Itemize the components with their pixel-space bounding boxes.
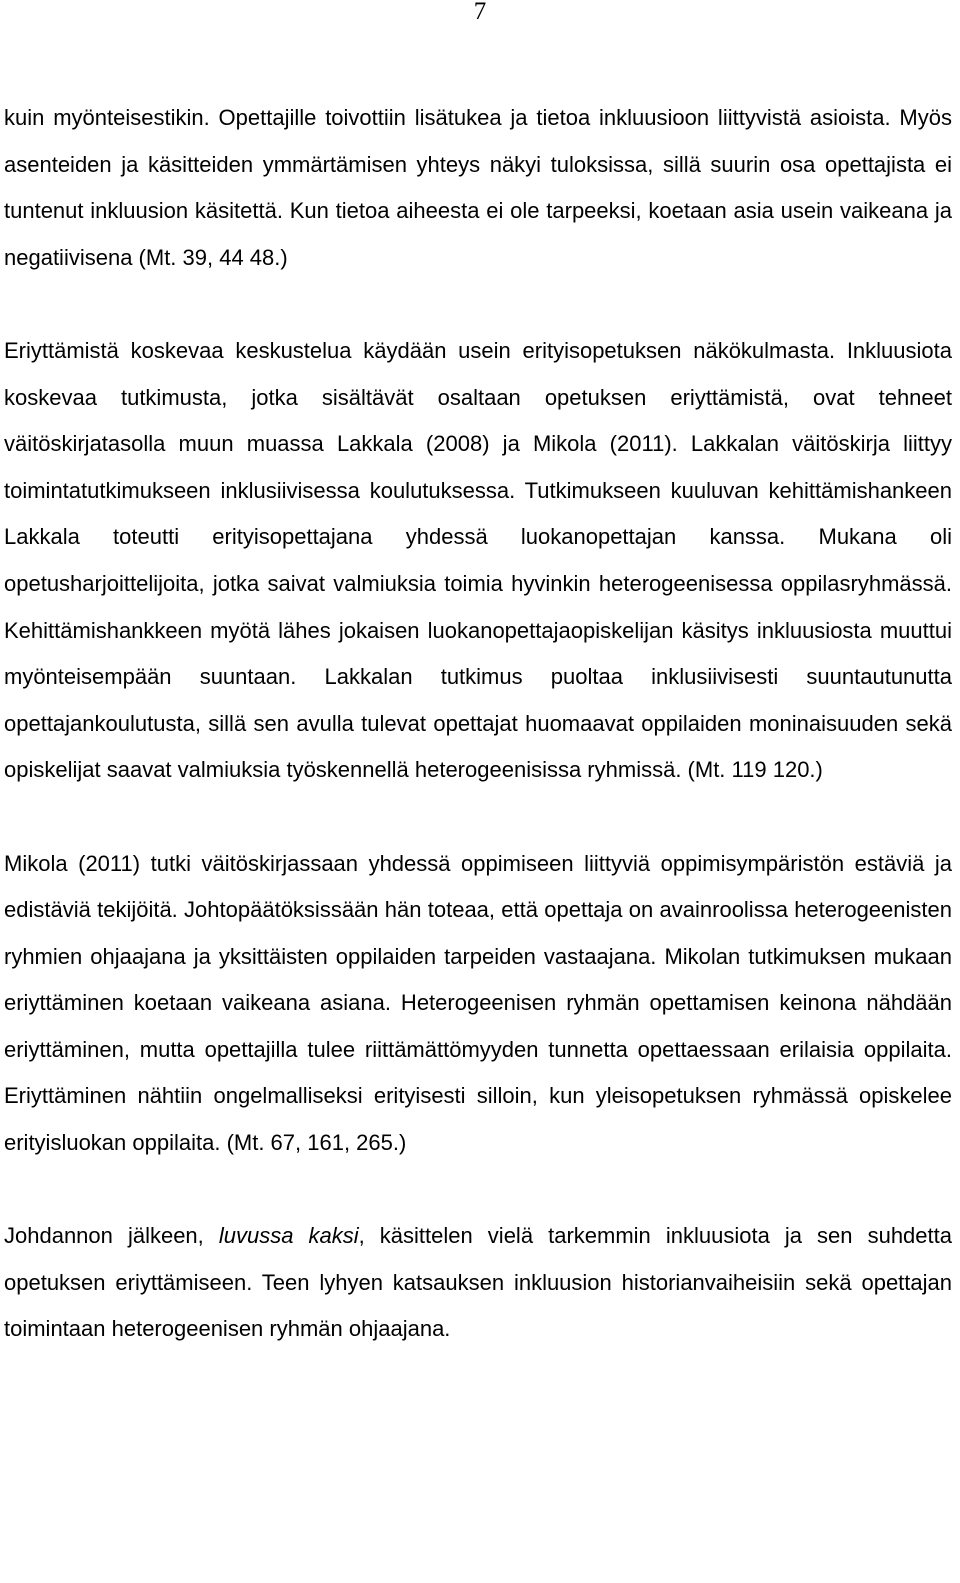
paragraph-3: Mikola (2011) tutki väitöskirjassaan yhdessä oppimiseen liittyviä oppimisympäristön estäviä ja edistäviä tekijöitä. Johtopäätöksissään hän toteaa, että opettaja on avainroolissa heterogeenisten ryhmien ohjaajana ja yksittäisten oppilaiden tarpeiden vastaajana. Mikolan tutkimuksen mukaan eriyttäminen koetaan vaikeana asiana. Heterogeenisen ryhmän opettamisen keinona nähdään eriyttäminen, mutta opettajilla tulee riittämättömyyden tunnetta opettaessaan erilaisia oppilaita. Eriyttäminen nähtiin ongelmalliseksi erityisesti silloin, kun yleisopetuksen ryhmässä opiskelee erityisluokan oppilaita. (Mt. 67, 161, 265.) xyxy=(4,850,952,1156)
chapter-reference: luvussa kaksi xyxy=(218,1223,359,1249)
paragraph-4-rest: , käsittelen vielä tarkemmin inkluusiota ja sen suhdetta opetuksen eriyttämiseen. Teen lyhyen katsauksen inkluusion historianvaiheisiin sekä opettajan toimintaan heterogeenisen ryhmän ohjaajana. xyxy=(4,1223,952,1342)
paragraph-spacer xyxy=(4,281,952,328)
page-number: 7 xyxy=(473,0,487,25)
document-body xyxy=(4,95,952,1353)
paragraph-4-lead: Johdannon jälkeen, xyxy=(4,1223,219,1249)
paragraph-spacer xyxy=(4,794,952,841)
paragraph-2: Eriyttämistä koskevaa keskustelua käydään usein erityisopetuksen näkökulmasta. Inkluusiota koskevaa tutkimusta, jotka sisältävät osaltaan opetuksen eriyttämistä, ovat tehneet väitöskirjatasolla muun muassa Lakkala (2008) ja Mikola (2011). Lakkalan väitöskirja liittyy toimintatutkimukseen inklusiivisessa koulutuksessa. Tutkimukseen kuuluvan kehittämishankeen Lakkala toteutti erityisopettajana yhdessä luokanopettajan kanssa. Mukana oli opetusharjoittelijoita, jotka saivat valmiuksia toimia hyvinkin heterogeenisessa oppilasryhmässä. Kehittämishankkeen myötä lähes jokaisen luokanopettajaopiskelijan käsitys inkluusiosta muuttui myönteisempään suuntaan. Lakkalan tutkimus puoltaa inklusiivisesti suuntautunutta opettajankoulutusta, sillä sen avulla tulevat opettajat huomaavat oppilaiden moninaisuuden sekä opiskelijat saavat valmiuksia työskennellä heterogeenisissa ryhmissä. (Mt. 119 120.) xyxy=(4,337,952,783)
paragraph-spacer xyxy=(4,1167,952,1214)
paragraph-4 xyxy=(4,1213,952,1353)
paragraph-1: kuin myönteisestikin. Opettajille toivottiin lisätukea ja tietoa inkluusioon liittyvistä asioista. Myös asenteiden ja käsitteiden ymmärtämisen yhteys näkyi tuloksissa, sillä suurin osa opettajista ei tuntenut inkluusion käsitettä. Kun tietoa aiheesta ei ole tarpeeksi, koetaan asia usein vaikeana ja negatiivisena (Mt. 39, 44 48.) xyxy=(4,105,952,270)
